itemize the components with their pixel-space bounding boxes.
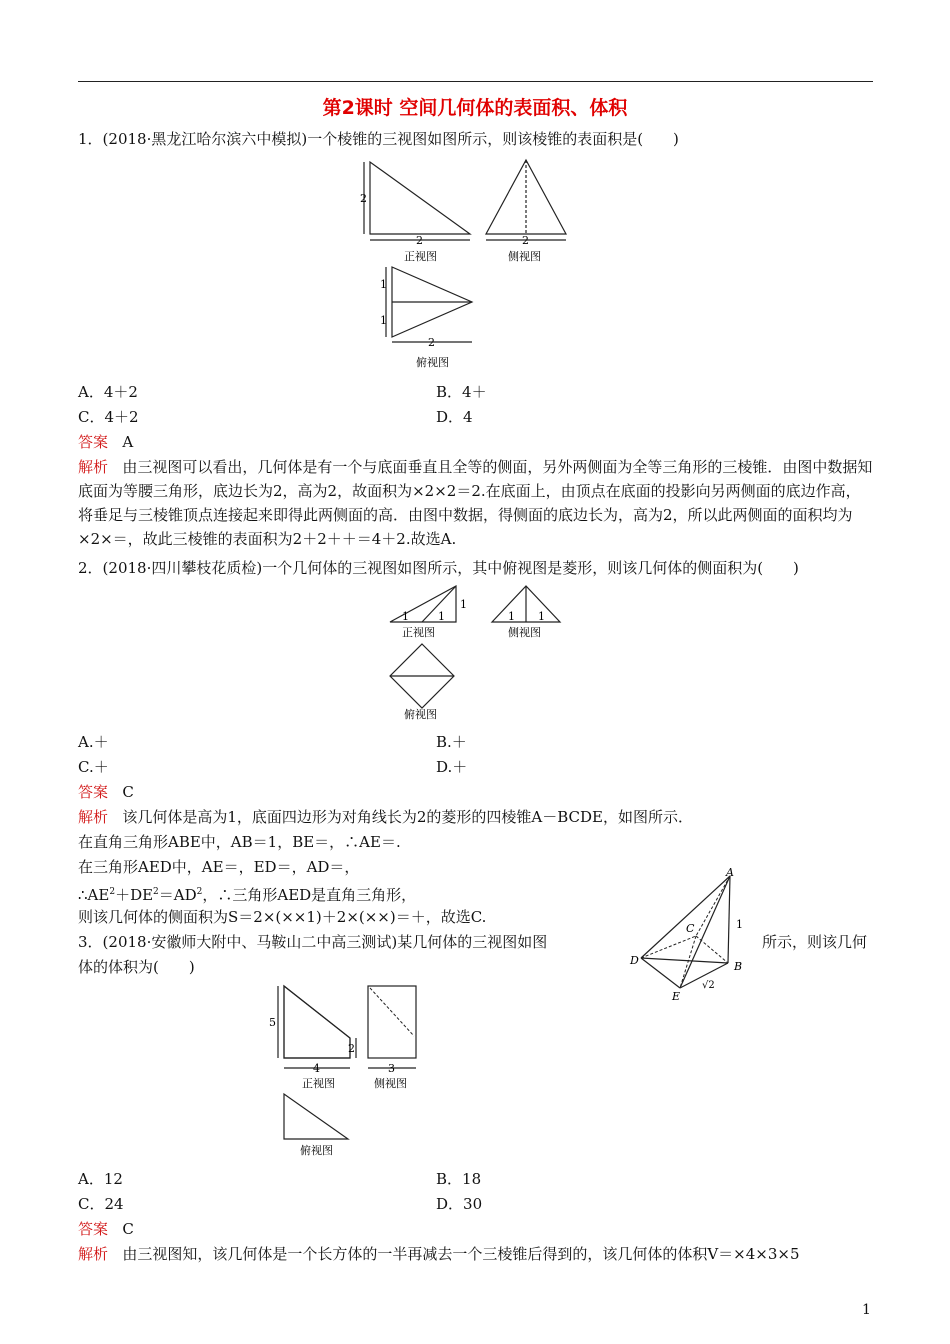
q1-front-caption: 正视图: [404, 250, 437, 263]
q1-front-height-label: 2: [360, 192, 367, 205]
q3-answer-line: [78, 1217, 134, 1241]
q2-analysis-line-5: 则该几何体的侧面积为S＝2×(××1)＋2×(××)＝＋，故选C.: [78, 908, 487, 926]
q3-analysis-line: [78, 1242, 800, 1266]
q2-analysis-label: 解析: [78, 808, 109, 826]
q3-side-hidden-edge: [370, 988, 414, 1036]
pyramid-label-e: E: [672, 990, 681, 1003]
q3-option-b: B．18: [436, 1170, 482, 1188]
pyramid-label-c: C: [686, 922, 695, 935]
q2-analysis-line-2: 在直角三角形ABE中，AB＝1，BE＝，∴AE＝.: [78, 833, 401, 851]
q2-front-dim-right: 1: [438, 610, 445, 623]
q3-three-view-figure: [266, 984, 426, 1159]
q3-side-width: 3: [388, 1062, 395, 1075]
q2-answer: C: [122, 783, 134, 801]
q1-top-caption: 俯视图: [416, 356, 449, 369]
q2-analysis-4-sup2: 2: [153, 887, 159, 897]
page-number: 1: [862, 1302, 871, 1318]
q2-analysis-line-3: 在三角形AED中，AE＝，ED＝，AD＝，: [78, 858, 360, 876]
q2-analysis-line-1: [78, 805, 693, 829]
q1-analysis-label: 解析: [78, 458, 109, 476]
q2-front-height: 1: [460, 598, 467, 611]
q2-analysis-4-sup1: 2: [109, 887, 116, 897]
q1-three-view-figure: [360, 152, 560, 377]
q3-analysis-text: 由三视图知，该几何体是一个长方体的一半再减去一个三棱锥后得到的，该几何体的体积V＝×4×3×5: [122, 1245, 800, 1263]
q2-option-b: B.＋: [436, 733, 467, 751]
q2-analysis-line-4: [78, 880, 416, 907]
q3-analysis-label: 解析: [78, 1245, 109, 1263]
q1-front-width-label: 2: [416, 234, 423, 247]
q3-stem-a: 3．(2018·安徽师大附中、马鞍山二中高三测试)某几何体的三视图如图: [78, 933, 548, 951]
q1-answer-label: 答案: [78, 433, 109, 451]
q1-analysis: [78, 455, 874, 551]
q2-side-dim-left: 1: [508, 610, 515, 623]
q2-front-dim-left: 1: [402, 610, 409, 623]
q1-stem: 1．(2018·黑龙江哈尔滨六中模拟)一个棱锥的三视图如图所示，则该棱锥的表面积是( ): [78, 130, 679, 148]
q3-front-height: 5: [269, 1016, 276, 1029]
q1-side-width-label: 2: [522, 234, 529, 247]
q2-top-caption: 俯视图: [404, 708, 437, 721]
pyramid-edge-1: 1: [736, 918, 743, 931]
page-title: 第2课时 空间几何体的表面积、体积: [322, 97, 628, 119]
header-rule: [78, 81, 873, 82]
pyramid-edge-root2: √2: [702, 980, 715, 991]
q2-stem: 2．(2018·四川攀枝花质检)一个几何体的三视图如图所示，其中俯视图是菱形，则该几何体的侧面积为( ): [78, 559, 799, 577]
q3-side-caption: 侧视图: [374, 1077, 407, 1090]
q3-front-caption: 正视图: [302, 1077, 335, 1090]
q1-side-caption: 侧视图: [508, 250, 541, 263]
q2-option-c: C.＋: [78, 758, 109, 776]
q3-option-a: A．12: [78, 1170, 123, 1188]
q3-option-c: C．24: [78, 1195, 124, 1213]
q3-option-d: D．30: [436, 1195, 483, 1213]
q2-analysis-4-a: ∴AE: [78, 886, 110, 904]
q2-option-d: D.＋: [436, 758, 468, 776]
q1-top-dim-upper: 1: [380, 278, 387, 291]
q3-top-caption: 俯视图: [300, 1144, 333, 1157]
pyramid-label-b: B: [734, 960, 743, 973]
q2-side-caption: 侧视图: [508, 626, 541, 639]
q2-front-caption: 正视图: [402, 626, 435, 639]
q2-three-view-figure: [388, 584, 568, 724]
q3-answer-label: 答案: [78, 1220, 109, 1238]
q2-analysis-4-sup3: 2: [196, 887, 203, 897]
q1-option-b: B．4＋: [436, 383, 487, 401]
q1-top-dim-lower: 1: [380, 314, 387, 327]
pyramid-label-d: D: [630, 954, 639, 967]
q2-answer-label: 答案: [78, 783, 109, 801]
pyramid-label-a: A: [726, 866, 734, 879]
q1-option-a: A．4＋2: [78, 383, 138, 401]
q2-analysis-4-c: ＝AD: [158, 886, 197, 904]
q1-analysis-text: 由三视图可以看出，几何体是有一个与底面垂直且全等的侧面，另外两侧面为全等三角形的三棱锥．由图中数据知底面为等腰三角形，底边长为2，高为2，故面积为×2×2＝2.在底面上，由顶点在底面的投影向另两侧面的底边作高，将垂足与三棱锥顶点连接起来即得此两侧面的高．由图中数据，得侧面的底边长为，高为2，所以此两侧面的面积均为×2×＝，故此三棱锥的表面积为2＋2＋＋＝4＋2.故选A.: [78, 458, 873, 548]
q2-side-dim-right: 1: [538, 610, 545, 623]
q1-top-width-label: 2: [428, 336, 435, 349]
q3-front-width: 4: [313, 1062, 320, 1075]
q3-stem-c: 体的体积为( ): [78, 958, 195, 976]
q1-option-d: D．4: [436, 408, 473, 426]
q1-option-c: C．4＋2: [78, 408, 139, 426]
q2-analysis-text-1: 该几何体是高为1，底面四边形为对角线长为2的菱形的四棱锥A－BCDE，如图所示．: [122, 808, 694, 826]
q2-option-a: A.＋: [78, 733, 109, 751]
q2-analysis-4-b: ＋DE: [115, 886, 154, 904]
q2-pyramid-figure: [628, 868, 758, 1008]
q2-answer-line: [78, 780, 134, 804]
q2-analysis-4-d: ，∴三角形AED是直角三角形，: [202, 886, 417, 904]
q1-answer: A: [122, 433, 134, 451]
q3-front-small-height: 2: [348, 1042, 355, 1055]
q3-stem-b: 所示，则该几何: [762, 933, 868, 951]
q1-answer-line: [78, 430, 133, 454]
q3-answer: C: [122, 1220, 134, 1238]
